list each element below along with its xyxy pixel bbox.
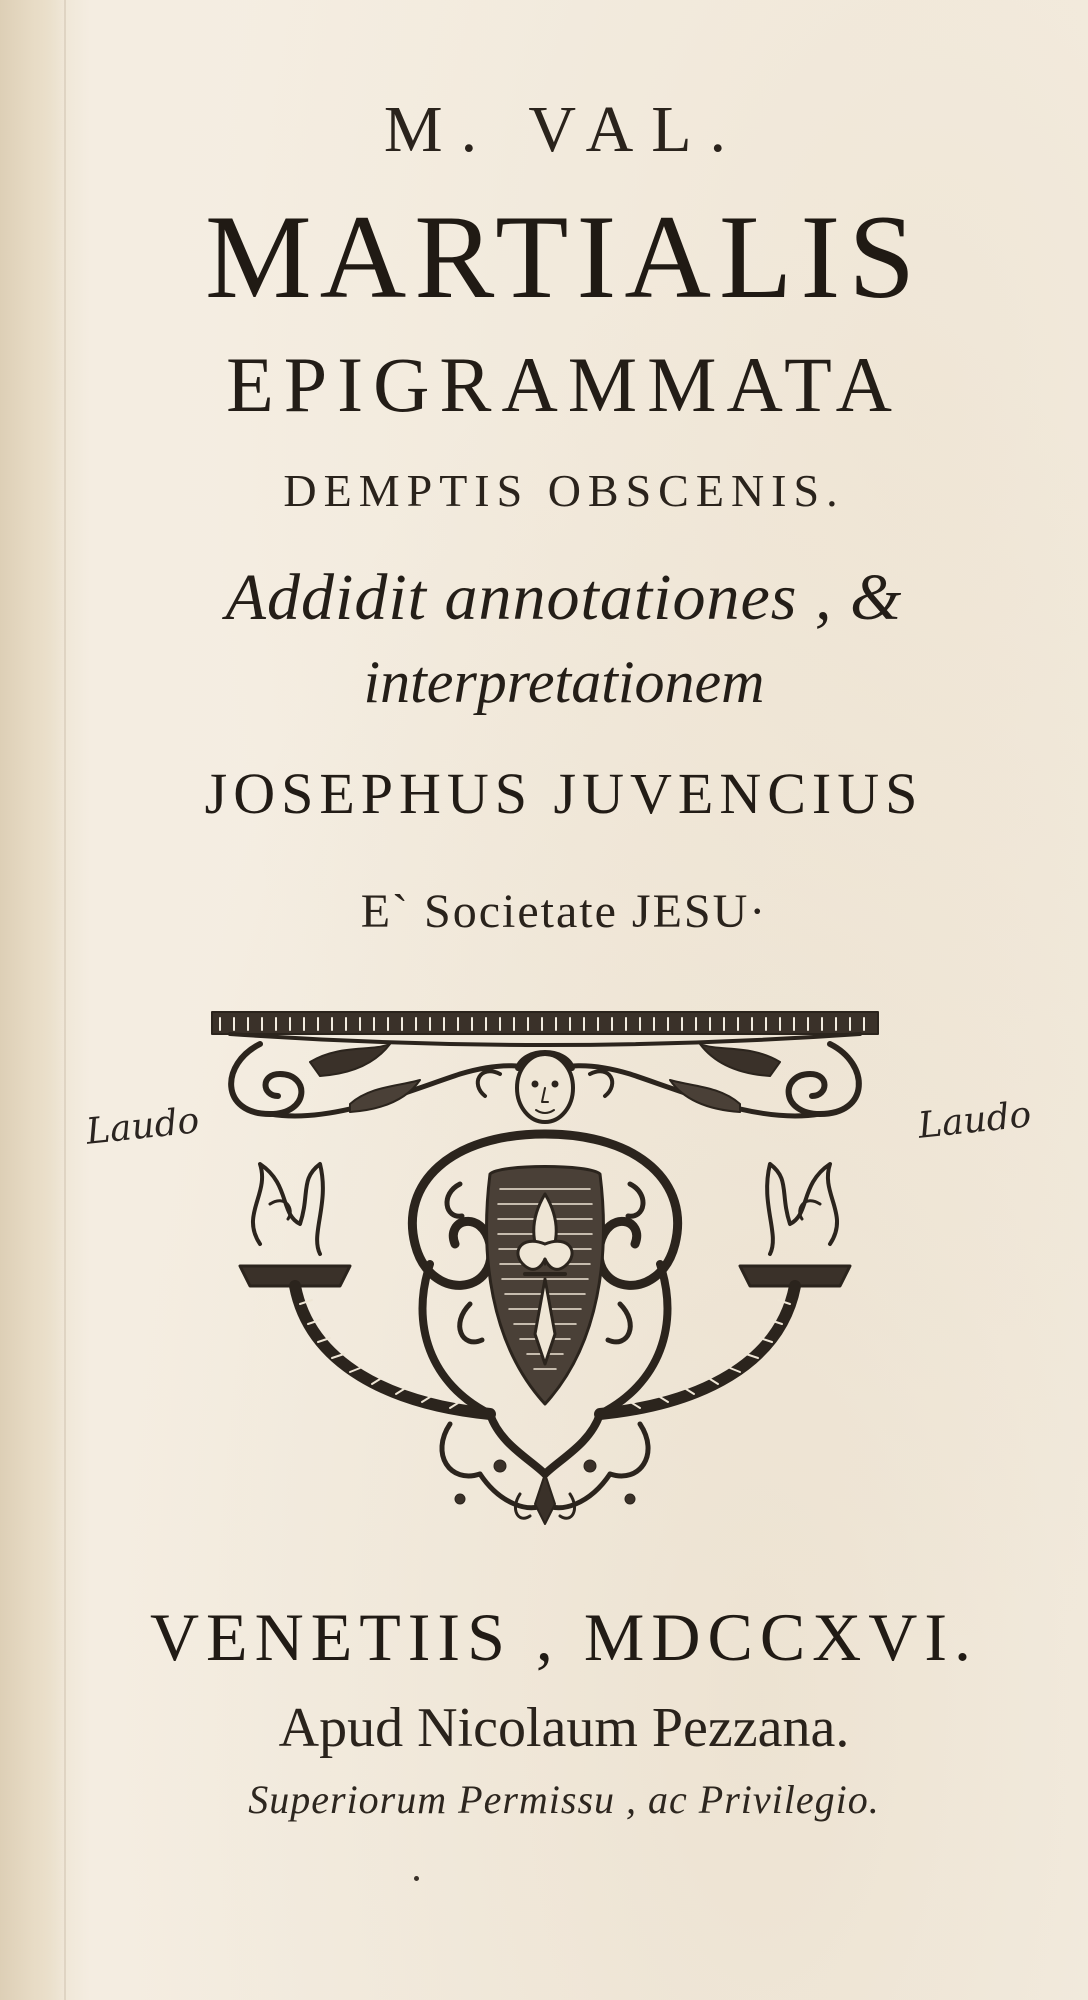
binding-edge (0, 0, 64, 2000)
title-main: MARTIALIS (204, 190, 924, 323)
title-note: DEMPTIS OBSCENIS. (283, 465, 845, 516)
baroque-woodcut-ornament-icon (200, 1004, 890, 1544)
society-line: E` Societate JESU· (360, 885, 768, 938)
imprint-privilege: Superiorum Permissu , ac Privilegio. (248, 1777, 880, 1822)
editor-name: JOSEPHUS JUVENCIUS (204, 761, 924, 826)
ink-speck (414, 1876, 419, 1881)
editor-note-line-2: interpretationem (363, 649, 765, 715)
handwritten-annotation-right: Laudo (916, 1094, 1034, 1147)
imprint-printer: Apud Nicolaum Pezzana. (278, 1697, 850, 1759)
handwritten-annotation-left: Laudo (84, 1100, 202, 1153)
imprint-city-year: VENETIIS , MDCCXVI. (149, 1599, 979, 1675)
author-line: M. VAL. (383, 93, 745, 166)
editor-note-line-1: Addidit annotationes , & (225, 561, 903, 634)
title-sub: EPIGRAMMATA (226, 341, 902, 428)
